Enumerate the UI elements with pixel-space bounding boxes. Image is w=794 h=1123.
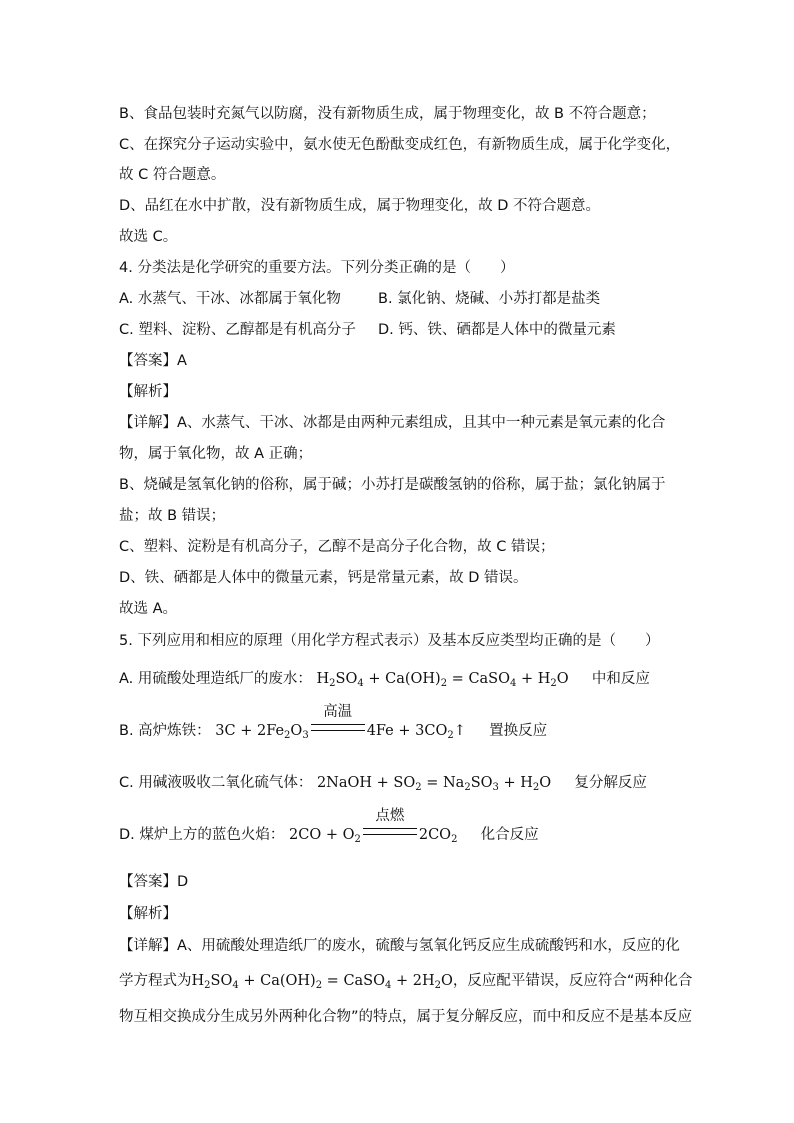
detail-line: B、烧碱是氢氧化钠的俗称，属于碱；小苏打是碳酸氢钠的俗称，属于盐；氯化钠属于 — [119, 477, 666, 493]
question-4-stem: 4. 分类法是化学研究的重要方法。下列分类正确的是（ ） — [119, 260, 515, 276]
option-b — [119, 704, 548, 746]
reaction-type: 置换反应 — [489, 723, 548, 739]
detail-line: 学方程式为$H_2SO_4 + Ca(OH)_2$ = CaSO$_4$ + $2H_2O$，反应配平错误，反应符合“两种化合 — [119, 973, 693, 991]
answer-label: 【答案】A — [119, 353, 187, 369]
detail-line: 故选 A。 — [119, 601, 178, 617]
option-d: D. 钙、铁、硒都是人体中的微量元素 — [378, 322, 616, 338]
option-prefix: A. 用硫酸处理造纸厂的废水： — [119, 671, 312, 687]
answer-label: 【答案】D — [119, 874, 189, 890]
question-5-stem: 5. 下列应用和相应的原理（用化学方程式表示）及基本反应类型均正确的是（ ） — [119, 633, 660, 649]
detail-line: 盐；故 B 错误； — [119, 508, 226, 524]
reaction-type: 复分解反应 — [574, 775, 647, 791]
chemical-equation: $H_2SO_4 + Ca(OH)_2$ = CaSO$_4$ + $2H_2O$ — [191, 973, 453, 991]
condition-arrow: 点燃 — [363, 828, 417, 839]
detail-line: 物互相交换成分生成另外两种化合物”的特点，属于复分解反应，而中和反应不是基本反应 — [119, 1009, 693, 1025]
detail-line: 物，属于氧化物，故 A 正确； — [119, 446, 313, 462]
text-line: B、食品包装时充氮气以防腐，没有新物质生成，属于物理变化，故 B 不符合题意； — [119, 106, 656, 122]
chemical-equation: $H_2SO_4 + Ca(OH)_2$ = CaSO$_4$ + $H_2O$ — [316, 671, 569, 689]
detail-line: 【详解】A、水蒸气、干冰、冰都是由两种元素组成，且其中一种元素是氧元素的化合 — [119, 415, 666, 431]
option-c: C. 塑料、淀粉、乙醇都是有机高分子 — [119, 322, 356, 338]
text-line: 故选 C。 — [119, 229, 178, 245]
option-prefix: D. 煤炉上方的蓝色火焰： — [119, 827, 285, 843]
condition-arrow: 高温 — [311, 724, 365, 735]
text-line: C、在探究分子运动实验中，氨水使无色酚酞变成红色，有新物质生成，属于化学变化， — [119, 137, 681, 153]
analysis-label: 【解析】 — [119, 384, 177, 400]
option-a — [119, 669, 650, 694]
option-b: B. 氯化钠、烧碱、小苏打都是盐类 — [378, 291, 601, 307]
analysis-label: 【解析】 — [119, 906, 177, 922]
reaction-type: 化合反应 — [480, 827, 539, 843]
option-a: A. 水蒸气、干冰、冰都属于氧化物 — [119, 291, 341, 307]
text-line: D、品红在水中扩散，没有新物质生成，属于物理变化，故 D 不符合题意。 — [119, 198, 601, 214]
chemical-equation: $3C + 2Fe_2O_3$ 高温 $4Fe + 3CO_2↑$ — [215, 704, 466, 741]
detail-line: D、铁、硒都是人体中的微量元素，钙是常量元素，故 D 错误。 — [119, 570, 528, 586]
reaction-type: 中和反应 — [591, 671, 650, 687]
chemical-equation: 2NaOH + $SO_2 = Na_2SO_3 + H_2O$ — [316, 775, 552, 793]
detail-line: 【详解】A、用硫酸处理造纸厂的废水，硫酸与氢氧化钙反应生成硫酸钙和水，反应的化 — [119, 938, 680, 954]
chemical-equation: $2CO + O_2$ 点燃 $2CO_2$ — [289, 808, 458, 845]
option-prefix: C. 用碱液吸收二氧化硫气体： — [119, 775, 313, 791]
option-c — [119, 773, 647, 798]
option-d — [119, 808, 539, 850]
option-prefix: B. 高炉炼铁： — [119, 723, 211, 739]
text-line: 故 C 符合题意。 — [119, 167, 226, 183]
detail-line: C、塑料、淀粉是有机高分子，乙醇不是高分子化合物，故 C 错误； — [119, 539, 555, 555]
